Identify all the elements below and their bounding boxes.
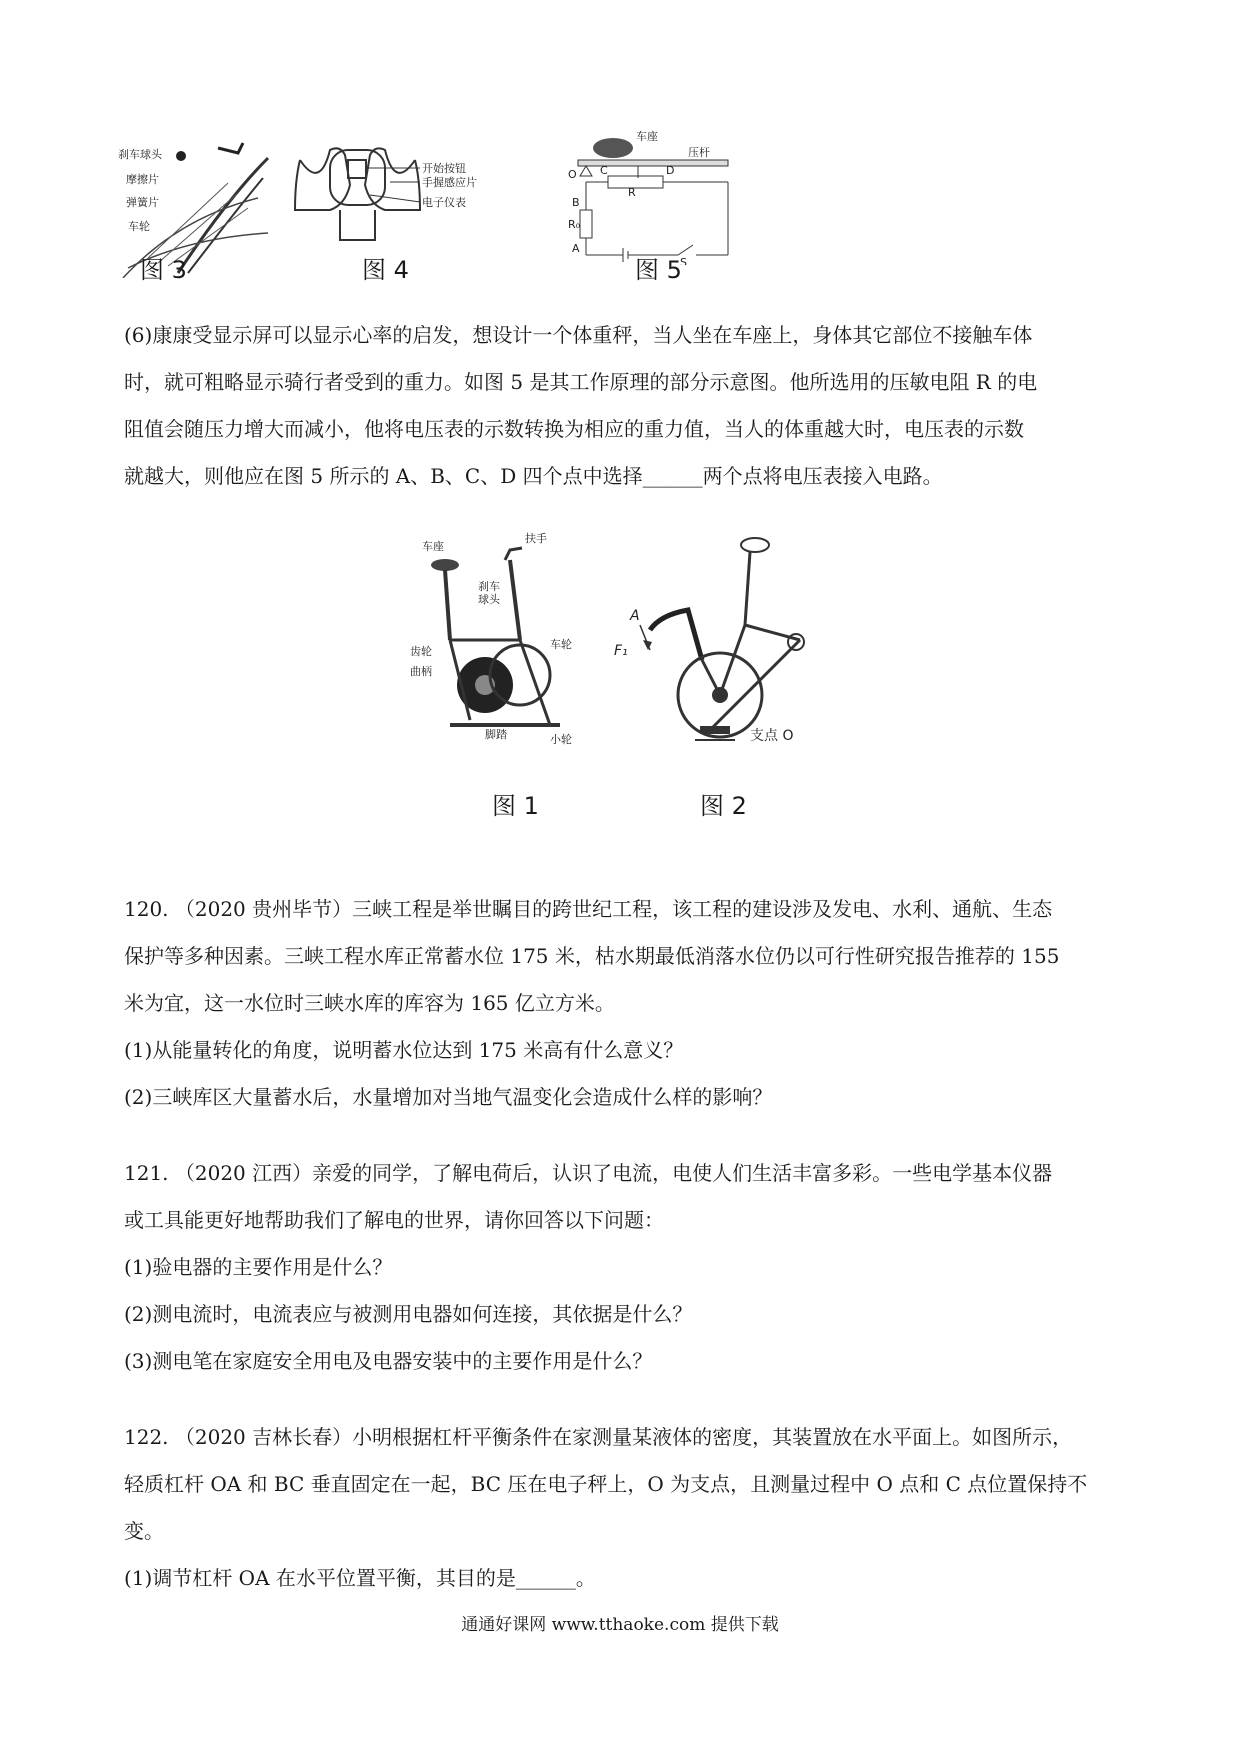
- svg-text:小轮: 小轮: [550, 733, 572, 745]
- figure-4-handlebar: [290, 140, 510, 260]
- svg-text:齿轮: 齿轮: [410, 645, 432, 658]
- svg-text:扶手: 扶手: [525, 532, 547, 545]
- svg-text:C: C: [600, 164, 608, 177]
- svg-text:手握感应片: 手握感应片: [422, 176, 477, 189]
- fig1-caption: 图 1: [492, 792, 539, 820]
- svg-text:弹簧片: 弹簧片: [126, 196, 159, 209]
- svg-text:压杆: 压杆: [688, 146, 710, 159]
- svg-text:车轮: 车轮: [550, 638, 572, 651]
- fig2-caption: 图 2: [700, 792, 747, 820]
- svg-text:刹车: 刹车: [478, 580, 500, 593]
- q122-line-2: 轻质杠杆 OA 和 BC 垂直固定在一起，BC 压在电子秤上，O 为支点，且测量过程中 O 点和 C 点位置保持不: [124, 1472, 1088, 1496]
- svg-text:F₁: F₁: [614, 643, 628, 659]
- figure-1-exercise-bike: [410, 530, 585, 745]
- q121-line-2: 或工具能更好地帮助我们了解电的世界，请你回答以下问题：: [124, 1208, 664, 1232]
- q122-sub-1: (1)调节杠杆 OA 在水平位置平衡，其目的是______。: [124, 1566, 596, 1590]
- q121-line-1: 121. （2020 江西）亲爱的同学，了解电荷后，认识了电流，电使人们生活丰富多彩。一些电学基本仪器: [124, 1161, 1053, 1185]
- q122-line-3: 变。: [124, 1519, 164, 1543]
- q6-line-4: 就越大，则他应在图 5 所示的 A、B、C、D 四个点中选择______两个点将电压表接入电路。: [124, 464, 943, 488]
- svg-text:脚踏: 脚踏: [485, 728, 507, 741]
- q121-sub-3: (3)测电笔在家庭安全用电及电器安装中的主要作用是什么？: [124, 1349, 653, 1373]
- q122-line-1: 122. （2020 吉林长春）小明根据杠杆平衡条件在家测量某液体的密度，其装置放在水平面上。如图所示，: [124, 1425, 1073, 1449]
- svg-text:车座: 车座: [422, 540, 444, 553]
- figure-2-lever-bike: [610, 530, 835, 755]
- svg-text:开始按钮: 开始按钮: [422, 162, 466, 175]
- fig3-caption: 图 3: [140, 256, 187, 284]
- svg-text:车座: 车座: [636, 130, 658, 143]
- fig4-caption: 图 4: [362, 256, 409, 284]
- svg-text:球头: 球头: [478, 593, 500, 606]
- fig5-caption: 图 5: [635, 256, 682, 284]
- page-footer: 通通好课网 www.tthaoke.com 提供下载: [461, 1615, 779, 1635]
- svg-text:车轮: 车轮: [128, 220, 150, 233]
- svg-text:O: O: [568, 168, 577, 181]
- svg-text:R₀: R₀: [568, 218, 581, 231]
- q6-line-1: (6)康康受显示屏可以显示心率的启发，想设计一个体重秤，当人坐在车座上，身体其它部位不接触车体: [124, 323, 1033, 347]
- svg-text:曲柄: 曲柄: [410, 665, 432, 678]
- q120-sub-2: (2)三峡库区大量蓄水后，水量增加对当地气温变化会造成什么样的影响？: [124, 1085, 773, 1109]
- q6-line-2: 时，就可粗略显示骑行者受到的重力。如图 5 是其工作原理的部分示意图。他所选用的压敏电阻 R 的电: [124, 370, 1038, 394]
- svg-text:B: B: [572, 196, 580, 209]
- q120-line-3: 米为宜，这一水位时三峡水库的库容为 165 亿立方米。: [124, 991, 615, 1015]
- svg-text:A: A: [572, 242, 580, 255]
- q121-sub-2: (2)测电流时，电流表应与被测用电器如何连接，其依据是什么？: [124, 1302, 693, 1326]
- svg-text:刹车球头: 刹车球头: [118, 148, 162, 161]
- svg-text:R: R: [628, 186, 636, 199]
- q120-sub-1: (1)从能量转化的角度，说明蓄水位达到 175 米高有什么意义？: [124, 1038, 684, 1062]
- figure-5-circuit: [568, 130, 748, 265]
- svg-text:A: A: [630, 608, 640, 624]
- q6-line-3: 阻值会随压力增大而减小，他将电压表的示数转换为相应的重力值，当人的体重越大时，电压表的示数: [124, 417, 1024, 441]
- svg-text:支点 O: 支点 O: [750, 728, 794, 744]
- q120-line-1: 120. （2020 贵州毕节）三峡工程是举世瞩目的跨世纪工程，该工程的建设涉及发电、水利、通航、生态: [124, 897, 1053, 921]
- q120-line-2: 保护等多种因素。三峡工程水库正常蓄水位 175 米，枯水期最低消落水位仍以可行性研究报告推荐的 155: [124, 944, 1060, 968]
- svg-text:电子仪表: 电子仪表: [422, 196, 466, 209]
- svg-text:摩擦片: 摩擦片: [126, 173, 159, 186]
- svg-text:D: D: [666, 164, 675, 177]
- svg-text:S: S: [680, 256, 687, 265]
- q121-sub-1: (1)验电器的主要作用是什么？: [124, 1255, 393, 1279]
